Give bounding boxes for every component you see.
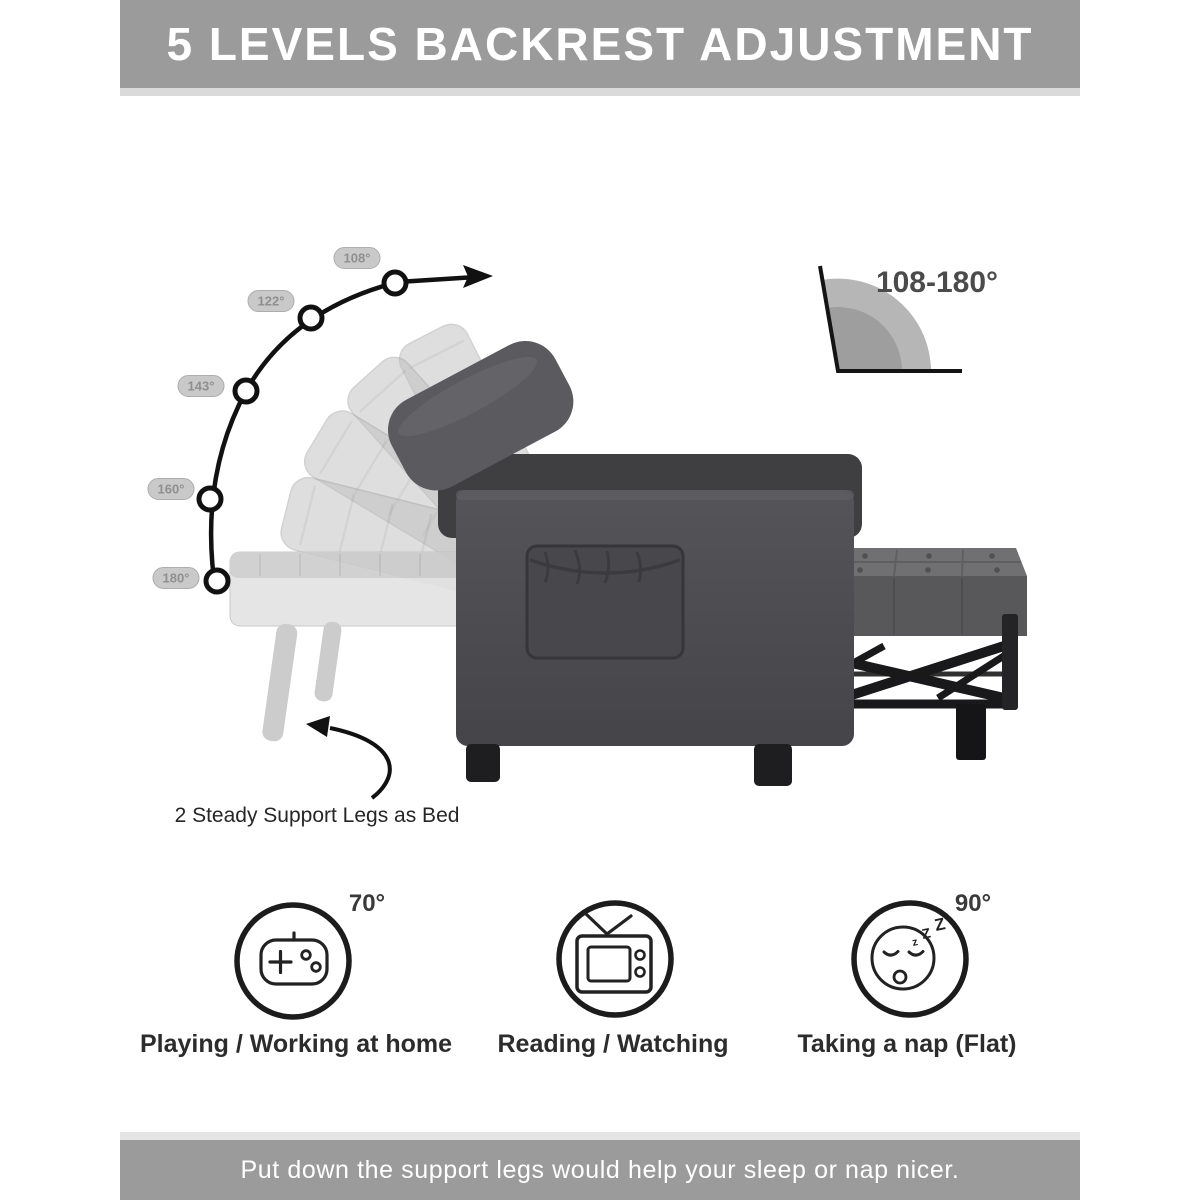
support-legs-arrow-icon	[330, 728, 390, 798]
ottoman-bracket	[1002, 614, 1018, 710]
chair-foot	[466, 744, 500, 782]
arc-level-dot	[206, 570, 228, 592]
bottom-banner-divider	[120, 1132, 1080, 1140]
mode-reading	[497, 903, 728, 1058]
mode-playing	[140, 890, 452, 1058]
bottom-banner	[120, 1140, 1080, 1200]
arc-level-dot	[235, 380, 257, 402]
side-pocket	[527, 546, 683, 658]
angle-pill-label: 143°	[187, 378, 215, 394]
mode-caption: Reading / Watching	[497, 1030, 729, 1058]
usage-modes	[140, 890, 1017, 1058]
angle-range-label: 108-180°	[875, 266, 999, 299]
ghost-support-leg	[261, 623, 298, 743]
mode-angle-label: 90°	[954, 890, 992, 917]
mode-nap	[798, 890, 1017, 1058]
mode-caption: Playing / Working at home	[139, 1030, 453, 1058]
sofa-bed-photo	[376, 329, 1027, 786]
arc-level-dot	[300, 307, 322, 329]
support-legs-arrowhead-icon	[306, 716, 330, 737]
arc-level-dot	[384, 272, 406, 294]
mode-caption: Taking a nap (Flat)	[797, 1030, 1017, 1058]
support-legs-annotation	[175, 716, 460, 827]
footer-note: Put down the support legs would help your sleep or nap nicer.	[240, 1155, 960, 1184]
arc-level-dot	[199, 488, 221, 510]
angle-pill-label: 122°	[257, 293, 285, 309]
page-title: 5 LEVELS BACKREST ADJUSTMENT	[166, 18, 1034, 70]
mode-angle-label: 70°	[348, 890, 386, 917]
angle-pill-label: 108°	[343, 250, 371, 266]
zzz-glyph: Z	[932, 914, 947, 935]
angle-pill-label: 160°	[157, 481, 185, 497]
zzz-glyph: Z	[920, 924, 932, 942]
support-legs-note: 2 Steady Support Legs as Bed	[174, 804, 460, 827]
zzz-glyph: z	[911, 936, 920, 949]
angle-pill-label: 180°	[162, 570, 190, 586]
ottoman-foot	[956, 704, 986, 760]
chair-foot	[754, 744, 792, 786]
ghost-support-leg	[314, 621, 343, 703]
